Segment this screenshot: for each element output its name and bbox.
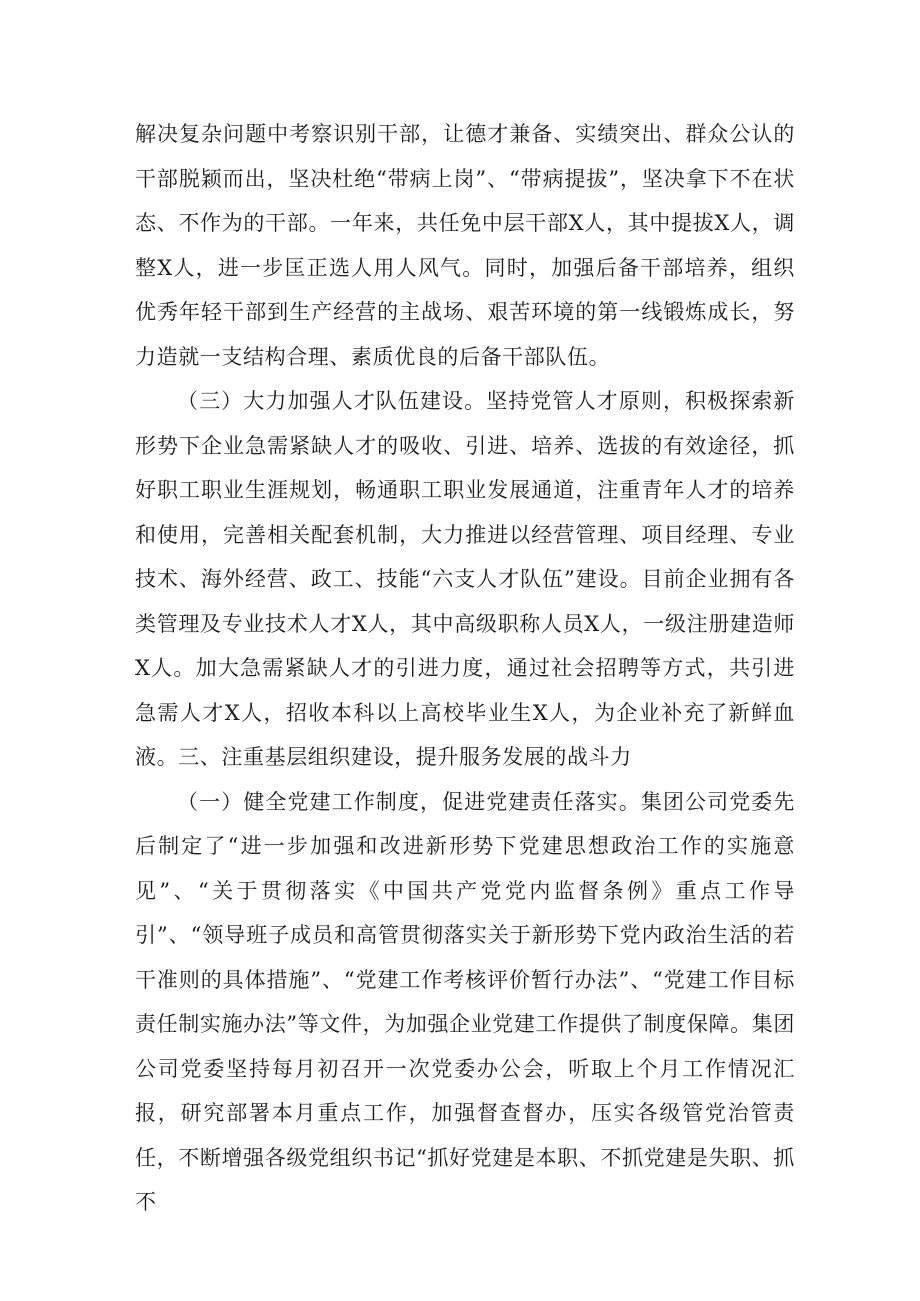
document-body (135, 112, 795, 1225)
paragraph-talent-team: （三）大力加强人才队伍建设。坚持党管人才原则，积极探索新形势下企业急需紧缺人才的吸收、引进、培养、选拔的有效途径，抓好职工职业生涯规划，畅通职工职业发展通道，注重青年人才的培养和使用，完善相关配套机制，大力推进以经营管理、项目经理、专业技术、海外经营、政工、技能“六支人才队伍”建设。目前企业拥有各类管理及专业技术人才X人，其中高级职称人员X人，一级注册建造师X人。加大急需紧缺人才的引进力度，通过社会招聘等方式，共引进急需人才X人，招收本科以上高校毕业生X人，为企业补充了新鲜血液。三、注重基层组织建设，提升服务发展的战斗力 (135, 389, 795, 769)
paragraph-cadre-selection: 解决复杂问题中考察识别干部，让德才兼备、实绩突出、群众公认的干部脱颖而出，坚决杜绝“带病上岗”、“带病提拔”，坚决拿下不在状态、不作为的干部。一年来，共任免中层干部X人，其中提拔X人，调整X人，进一步匡正选人用人风气。同时，加强后备干部培养，组织优秀年轻干部到生产经营的主战场、艰苦环境的第一线锻炼成长，努力造就一支结构合理、素质优良的后备干部队伍。 (135, 122, 795, 369)
paragraph-party-system: （一）健全党建工作制度，促进党建责任落实。集团公司党委先后制定了“进一步加强和改进新形势下党建思想政治工作的实施意见”、“关于贯彻落实《中国共产党党内监督条例》重点工作导引”、“领导班子成员和高管贯彻落实关于新形势下党内政治生活的若干准则的具体措施”、“党建工作考核评价暂行办法”、“党建工作目标责任制实施办法”等文件，为加强企业党建工作提供了制度保障。集团公司党委坚持每月初召开一次党委办公会，听取上个月工作情况汇报，研究部署本月重点工作，加强督查督办，压实各级管党治管责任，不断增强各级党组织书记“抓好党建是本职、不抓党建是失职、抓不 (135, 789, 795, 1214)
